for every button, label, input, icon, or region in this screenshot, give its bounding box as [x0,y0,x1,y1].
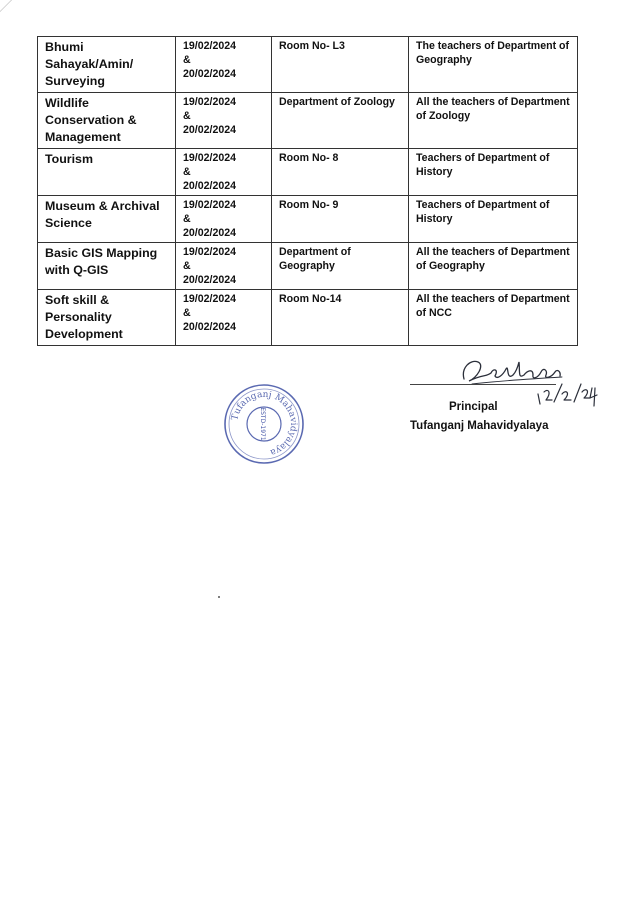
course-name-cell: Wildlife Conservation & Management [38,93,176,149]
signatory-organization: Tufanganj Mahavidyalaya [410,420,549,432]
end-date: 20/02/2024 [183,321,237,333]
principal-signature-block [410,354,610,444]
venue-cell: Department of Zoology [272,93,409,149]
date-joiner: & [183,307,191,319]
handwritten-date [534,376,604,416]
resource-person-cell: Teachers of Department of History [409,149,578,196]
course-name-cell: Bhumi Sahayak/Amin/ Surveying [38,37,176,93]
end-date: 20/02/2024 [183,274,237,286]
scan-speck [218,596,220,598]
venue-cell: Room No- L3 [272,37,409,93]
course-name-cell: Tourism [38,149,176,196]
resource-person-cell: All the teachers of Department of NCC [409,290,578,346]
end-date: 20/02/2024 [183,124,237,136]
venue-cell: Room No-14 [272,290,409,346]
date-cell [176,243,272,290]
resource-person-cell: The teachers of Department of Geography [409,37,578,93]
table-row [38,149,578,196]
date-cell [176,93,272,149]
start-date: 19/02/2024 [183,40,237,52]
signature-line [410,384,556,385]
date-joiner: & [183,166,191,178]
date-cell [176,196,272,243]
course-schedule-table [37,36,578,346]
table-row [38,243,578,290]
date-joiner: & [183,213,191,225]
start-date: 19/02/2024 [183,96,237,108]
venue-cell: Department of Geography [272,243,409,290]
table-row [38,196,578,243]
signatory-title: Principal [449,401,498,413]
course-name-cell: Museum & Archival Science [38,196,176,243]
date-joiner: & [183,54,191,66]
end-date: 20/02/2024 [183,227,237,239]
start-date: 19/02/2024 [183,199,237,211]
date-cell [176,149,272,196]
date-cell [176,37,272,93]
svg-text:Tufanganj Mahavidyalaya: Tufanganj Mahavidyalaya [230,389,299,458]
start-date: 19/02/2024 [183,246,237,258]
course-name-cell: Basic GIS Mapping with Q-GIS [38,243,176,290]
start-date: 19/02/2024 [183,293,237,305]
end-date: 20/02/2024 [183,68,237,80]
resource-person-cell: Teachers of Department of History [409,196,578,243]
date-joiner: & [183,260,191,272]
table-row [38,93,578,149]
resource-person-cell: All the teachers of Department of Zoology [409,93,578,149]
scan-corner-mark [0,0,12,12]
start-date: 19/02/2024 [183,152,237,164]
table-row [38,290,578,346]
table-row [38,37,578,93]
venue-cell: Room No- 8 [272,149,409,196]
date-joiner: & [183,110,191,122]
date-cell [176,290,272,346]
course-name-cell: Soft skill & Personality Development [38,290,176,346]
end-date: 20/02/2024 [183,180,237,192]
svg-text:ESTD-1971: ESTD-1971 [259,407,266,441]
venue-cell: Room No- 9 [272,196,409,243]
college-seal-stamp [222,382,306,466]
resource-person-cell: All the teachers of Department of Geography [409,243,578,290]
